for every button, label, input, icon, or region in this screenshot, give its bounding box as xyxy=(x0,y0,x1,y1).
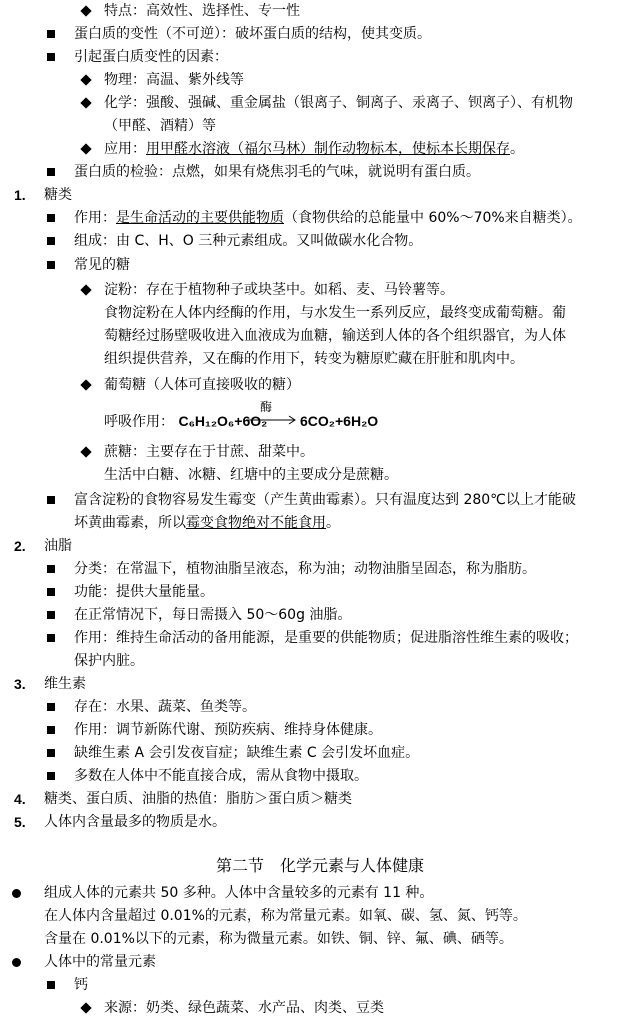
macro-elements-heading: 人体中的常量元素 xyxy=(44,954,156,970)
carb-function-underlined: 是生命活动的主要供能物质 xyxy=(116,210,284,226)
item-number-5: 5. xyxy=(14,814,26,830)
denaturation-factors-heading: 引起蛋白质变性的因素： xyxy=(74,49,228,65)
calcium-sources: 来源：奶类、绿色蔬菜、水产品、肉类、豆类 xyxy=(104,1000,384,1016)
square-bullet-icon xyxy=(47,261,55,269)
elements-count: 组成人体的元素共 50 多种。人体中含量较多的元素有 11 种。 xyxy=(44,885,434,901)
vitamins-sources: 存在：水果、蔬菜、鱼类等。 xyxy=(74,699,256,715)
micro-elements: 含量在 0.01%以下的元素，称为微量元素。如铁、铜、锌、氟、碘、硒等。 xyxy=(44,931,513,947)
diamond-bullet-icon xyxy=(80,446,91,457)
carb-function-label: 作用： xyxy=(74,210,116,226)
sucrose-detail: 生活中白糖、冰糖、红塘中的主要成分是蔗糖。 xyxy=(104,467,398,483)
square-bullet-icon xyxy=(47,588,55,596)
equation-reactants: C₆H₁₂O₆+6O₂ xyxy=(178,413,268,429)
carb-function-rest: （食物供给的总能量中 60%～70%来自糖类）。 xyxy=(284,210,582,226)
square-bullet-icon xyxy=(47,772,55,780)
equation-products: 6CO₂+6H₂O xyxy=(300,413,379,429)
item-number-4: 4. xyxy=(14,791,26,807)
diamond-bullet-icon xyxy=(80,143,91,154)
square-bullet-icon xyxy=(47,611,55,619)
protein-test-line: 蛋白质的检验：点燃，如果有烧焦羽毛的气味，就说明有蛋白质。 xyxy=(74,164,480,180)
calcium-heading: 钙 xyxy=(74,977,88,993)
mold-end: 。 xyxy=(326,515,340,531)
vitamins-deficiency: 缺维生素 A 会引发夜盲症；缺维生素 C 会引发坏血症。 xyxy=(74,745,420,761)
item-number-1: 1. xyxy=(14,187,26,203)
diamond-bullet-icon xyxy=(80,5,91,16)
diamond-bullet-icon xyxy=(80,284,91,295)
application-line xyxy=(104,140,524,158)
reaction-arrow xyxy=(246,400,298,426)
macro-elements: 在人体内含量超过 0.01%的元素，称为常量元素。如氧、碳、氢、氮、钙等。 xyxy=(44,908,527,924)
carb-function-line xyxy=(74,209,582,227)
vitamins-heading: 维生素 xyxy=(44,676,86,692)
diamond-bullet-icon xyxy=(80,1002,91,1013)
square-bullet-icon xyxy=(47,53,55,61)
item-number-2: 2. xyxy=(14,538,26,554)
square-bullet-icon xyxy=(47,168,55,176)
starch-detail-2: 萄糖经过肠壁吸收进入血液成为血糖，输送到人体的各个组织器官，为人体 xyxy=(104,328,566,344)
square-bullet-icon xyxy=(47,237,55,245)
square-bullet-icon xyxy=(47,30,55,38)
calorific-values: 糖类、蛋白质、油脂的热值：脂肪＞蛋白质＞糖类 xyxy=(44,791,352,807)
fats-intake: 在正常情况下，每日需摄入 50～60g 油脂。 xyxy=(74,607,352,623)
fats-function: 功能：提供大量能量。 xyxy=(74,584,214,600)
square-bullet-icon xyxy=(47,749,55,757)
square-bullet-icon xyxy=(47,496,55,504)
sucrose-line: 蔗糖：主要存在于甘蔗、甜菜中。 xyxy=(104,444,314,460)
physical-factors: 物理：高温、紫外线等 xyxy=(104,72,244,88)
carb-composition-line: 组成：由 C、H、O 三种元素组成。又叫做碳水化合物。 xyxy=(74,233,423,249)
application-label: 应用： xyxy=(104,141,146,157)
starch-line: 淀粉：存在于植物种子或块茎中。如稻、麦、马铃薯等。 xyxy=(104,282,454,298)
fats-heading: 油脂 xyxy=(44,538,72,554)
respiration-equation xyxy=(104,412,267,436)
fats-classification: 分类：在常温下，植物油脂呈液态，称为油；动物油脂呈固态，称为脂肪。 xyxy=(74,561,536,577)
vitamins-synthesis: 多数在人体中不能直接合成，需从食物中摄取。 xyxy=(74,768,368,784)
mold-prefix: 坏黄曲霉素，所以 xyxy=(74,515,186,531)
fats-role-cont: 保护内脏。 xyxy=(74,653,144,669)
chemical-factors-cont: （甲醛、酒精）等 xyxy=(104,118,216,134)
mold-line: 富含淀粉的食物容易发生霉变（产生黄曲霉素）。只有温度达到 280℃以上才能破 xyxy=(74,492,576,508)
equation-label: 呼吸作用： xyxy=(104,414,174,430)
diamond-bullet-icon xyxy=(80,74,91,85)
square-bullet-icon xyxy=(47,981,55,989)
mold-warning-underlined: 霉变食物绝对不能食用 xyxy=(186,515,326,531)
mold-line-cont xyxy=(74,514,340,532)
enzyme-condition: 酶 xyxy=(260,400,273,414)
glucose-line: 葡萄糖（人体可直接吸收的糖） xyxy=(104,377,300,393)
arrow-icon xyxy=(246,415,298,425)
denaturation-line: 蛋白质的变性（不可逆）：破坏蛋白质的结构，使其变质。 xyxy=(74,26,431,42)
round-bullet-icon xyxy=(12,958,21,967)
diamond-bullet-icon xyxy=(80,379,91,390)
fats-role: 作用：维持生命活动的备用能源，是重要的供能物质；促进脂溶性维生素的吸收； xyxy=(74,630,578,646)
diamond-bullet-icon xyxy=(80,97,91,108)
square-bullet-icon xyxy=(47,634,55,642)
feature-line: 特点：高效性、选择性、专一性 xyxy=(104,3,300,19)
square-bullet-icon xyxy=(47,726,55,734)
section-title: 第二节 化学元素与人体健康 xyxy=(215,856,424,875)
starch-detail-1: 食物淀粉在人体内经酶的作用，与水发生一系列反应，最终变成葡萄糖。葡 xyxy=(104,305,566,321)
common-sugars-heading: 常见的糖 xyxy=(74,257,130,273)
square-bullet-icon xyxy=(47,565,55,573)
application-underlined: 用甲醛水溶液（福尔马林）制作动物标本，使标本长期保存 xyxy=(146,141,510,157)
square-bullet-icon xyxy=(47,703,55,711)
application-end: 。 xyxy=(510,141,524,157)
round-bullet-icon xyxy=(12,889,21,898)
starch-detail-3: 组织提供营养，又在酶的作用下，转变为糖原贮藏在肝脏和肌肉中。 xyxy=(104,351,524,367)
vitamins-function: 作用：调节新陈代谢、预防疾病、维持身体健康。 xyxy=(74,722,382,738)
square-bullet-icon xyxy=(47,214,55,222)
carbohydrates-heading: 糖类 xyxy=(44,187,72,203)
water-fact: 人体内含量最多的物质是水。 xyxy=(44,814,226,830)
chemical-factors: 化学：强酸、强碱、重金属盐（银离子、铜离子、汞离子、钡离子）、有机物 xyxy=(104,95,573,111)
item-number-3: 3. xyxy=(14,676,26,692)
